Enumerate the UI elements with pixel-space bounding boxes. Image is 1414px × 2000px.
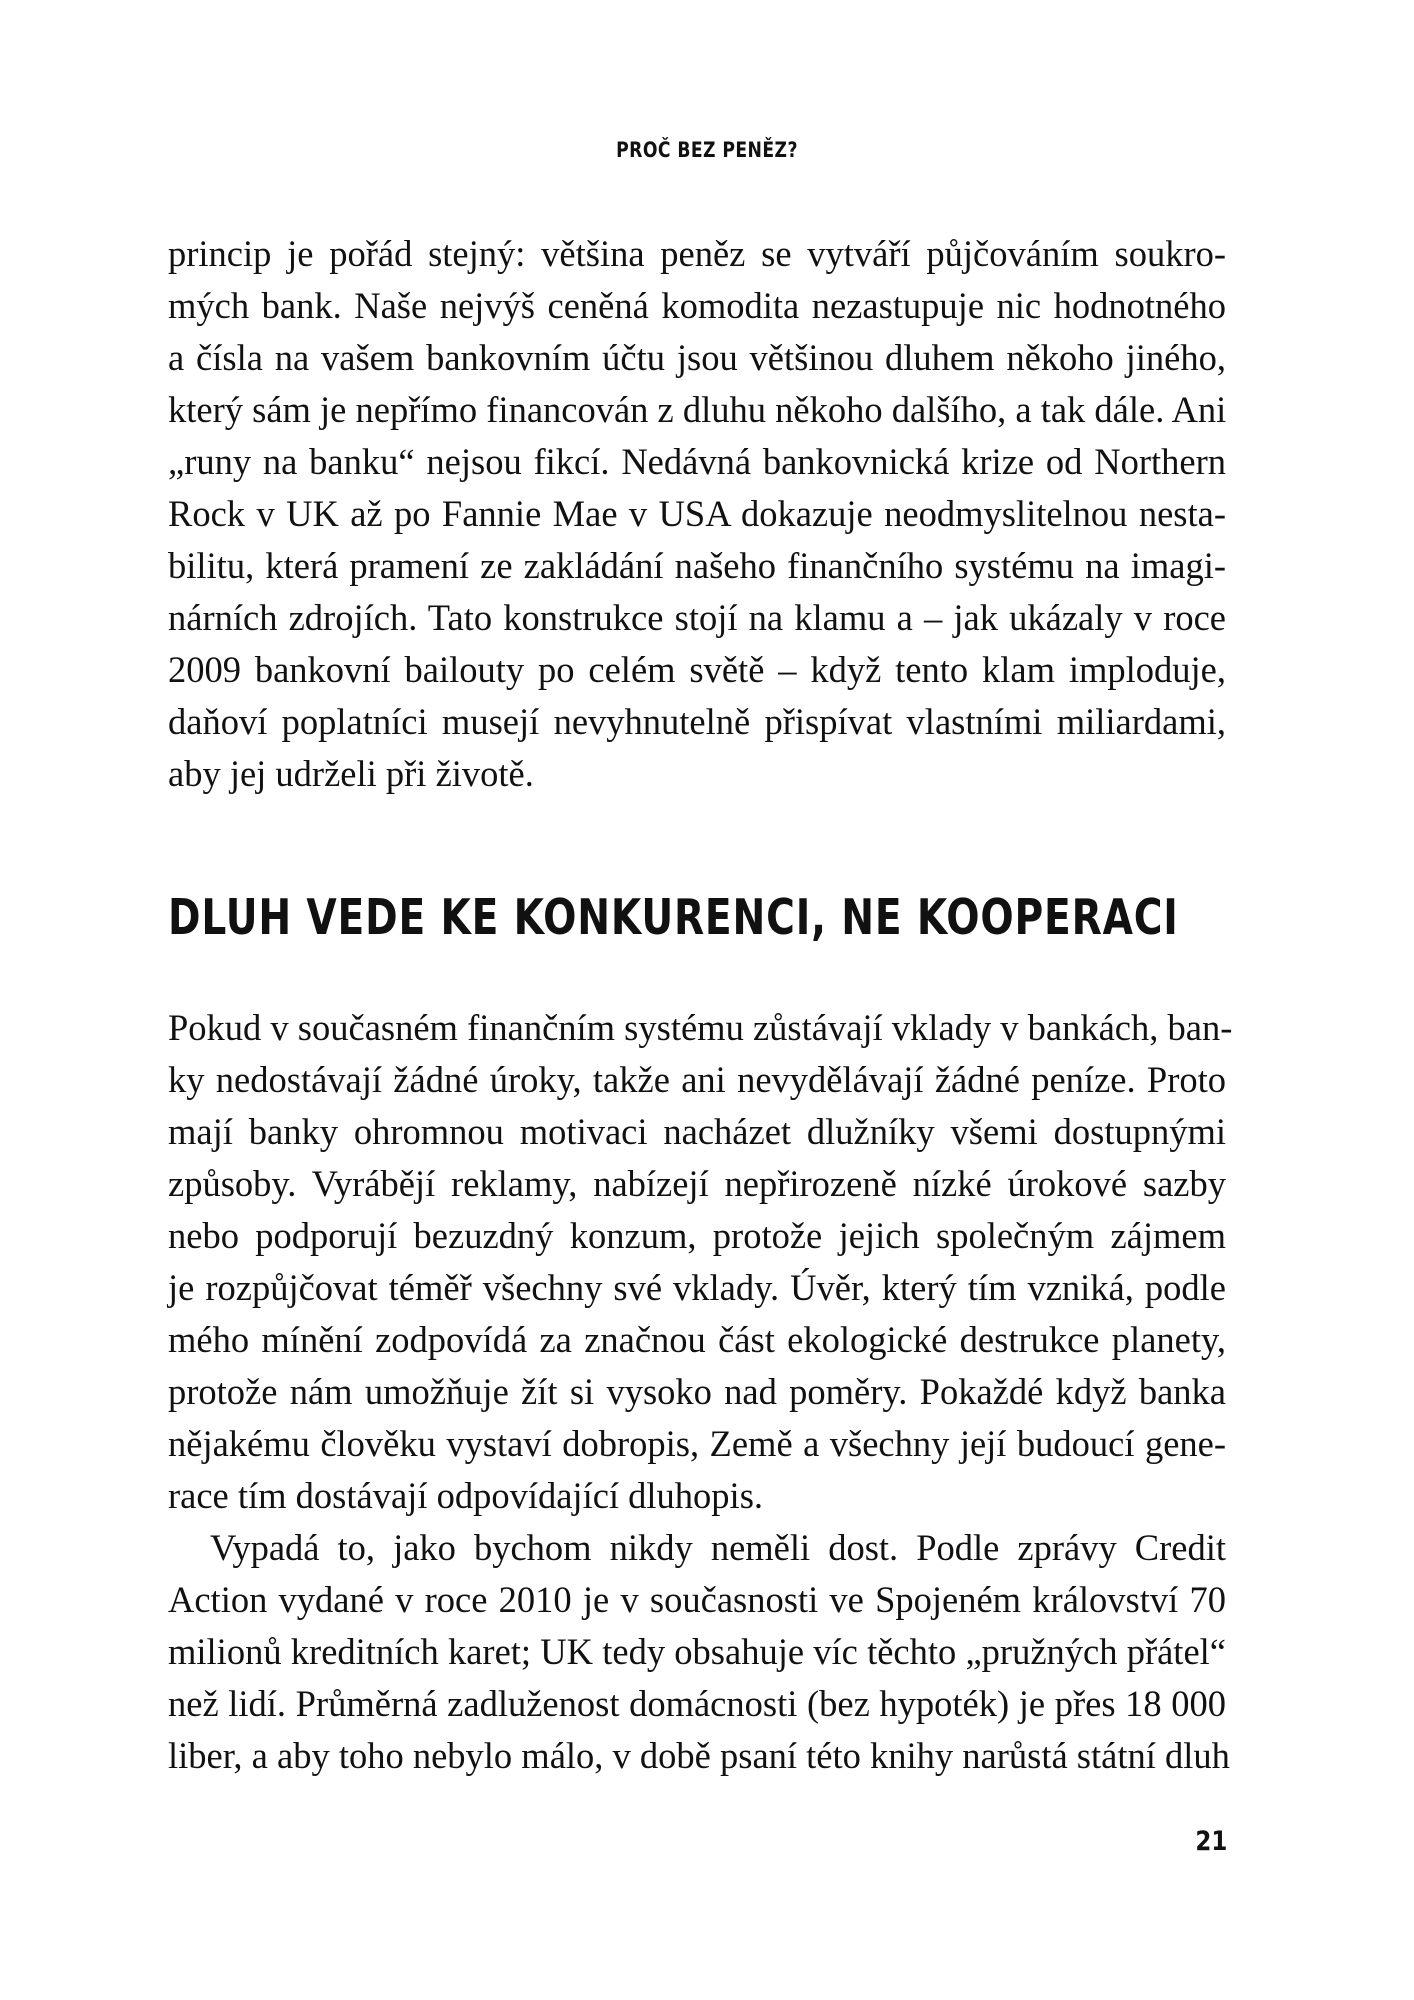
paragraph-line: způsoby. Vyrábějí reklamy, nabízejí nepřirozeně nízké úrokové sazby	[168, 1163, 1226, 1204]
paragraph-line: aby jej udrželi při životě.	[168, 753, 534, 794]
paragraph-line: Pokud v současném finančním systému zůstávají vklady v bankách, ban-	[168, 1007, 1233, 1048]
paragraph-line: „runy na banku“ nejsou fikcí. Nedávná bankovnická krize od Northern	[168, 441, 1226, 482]
paragraph-continued	[168, 1522, 1230, 1782]
paragraph-line: a čísla na vašem bankovním účtu jsou většinou dluhem někoho jiného,	[168, 337, 1226, 378]
paragraph-body	[168, 1002, 1233, 1522]
paragraph-line: liber, a aby toho nebylo málo, v době psaní této knihy narůstá státní dluh	[168, 1735, 1230, 1776]
paragraph-line: protože nám umožňuje žít si vysoko nad poměry. Pokaždé když banka	[168, 1371, 1226, 1412]
paragraph-line: mých bank. Naše nejvýš ceněná komodita nezastupuje nic hodnotného	[168, 285, 1226, 326]
paragraph-line: Action vydané v roce 2010 je v současnosti ve Spojeném království 70	[168, 1579, 1226, 1620]
paragraph-line: mají banky ohromnou motivaci nacházet dlužníky všemi dostupnými	[168, 1111, 1226, 1152]
paragraph-line: Rock v UK až po Fannie Mae v USA dokazuje neodmyslitelnou nesta-	[168, 493, 1226, 534]
paragraph-line: který sám je nepřímo financován z dluhu někoho dalšího, a tak dále. Ani	[168, 389, 1227, 430]
paragraph-line: race tím dostávají odpovídající dluhopis.	[168, 1475, 764, 1516]
paragraph-line: než lidí. Průměrná zadluženost domácnosti (bez hypoték) je přes 18 000	[168, 1683, 1226, 1724]
paragraph-line: nějakému člověku vystaví dobropis, Země a všechny její budoucí gene-	[168, 1423, 1226, 1464]
running-header: PROČ BEZ PENĚZ?	[616, 138, 798, 162]
paragraph-line: Vypadá to, jako bychom nikdy neměli dost. Podle zprávy Credit	[210, 1527, 1226, 1568]
paragraph-line: daňoví poplatníci musejí nevyhnutelně přispívat vlastními miliardami,	[168, 701, 1226, 742]
paragraph-line: princip je pořád stejný: většina peněz se vytváří půjčováním soukro-	[168, 233, 1226, 274]
paragraph-line: ky nedostávají žádné úroky, takže ani nevydělávají žádné peníze. Proto	[168, 1059, 1226, 1100]
paragraph-line: milionů kreditních karet; UK tedy obsahuje víc těchto „pružných přátel“	[168, 1631, 1226, 1672]
paragraph-line: nárních zdrojích. Tato konstrukce stojí na klamu a – jak ukázaly v roce	[168, 597, 1226, 638]
page-number: 21	[1195, 1826, 1228, 1857]
paragraph-line: 2009 bankovní bailouty po celém světě – když tento klam imploduje,	[168, 649, 1226, 690]
paragraph-line: mého mínění zodpovídá za značnou část ekologické destrukce planety,	[168, 1319, 1226, 1360]
paragraph-intro	[168, 228, 1226, 800]
paragraph-line: je rozpůjčovat téměř všechny své vklady. Úvěr, který tím vzniká, podle	[168, 1267, 1226, 1308]
paragraph-line: nebo podporují bezuzdný konzum, protože jejich společným zájmem	[168, 1215, 1226, 1256]
paragraph-line: bilitu, která pramení ze zakládání našeho finančního systému na imagi-	[168, 545, 1226, 586]
section-heading: DLUH VEDE KE KONKURENCI, NE KOOPERACI	[168, 889, 1179, 946]
